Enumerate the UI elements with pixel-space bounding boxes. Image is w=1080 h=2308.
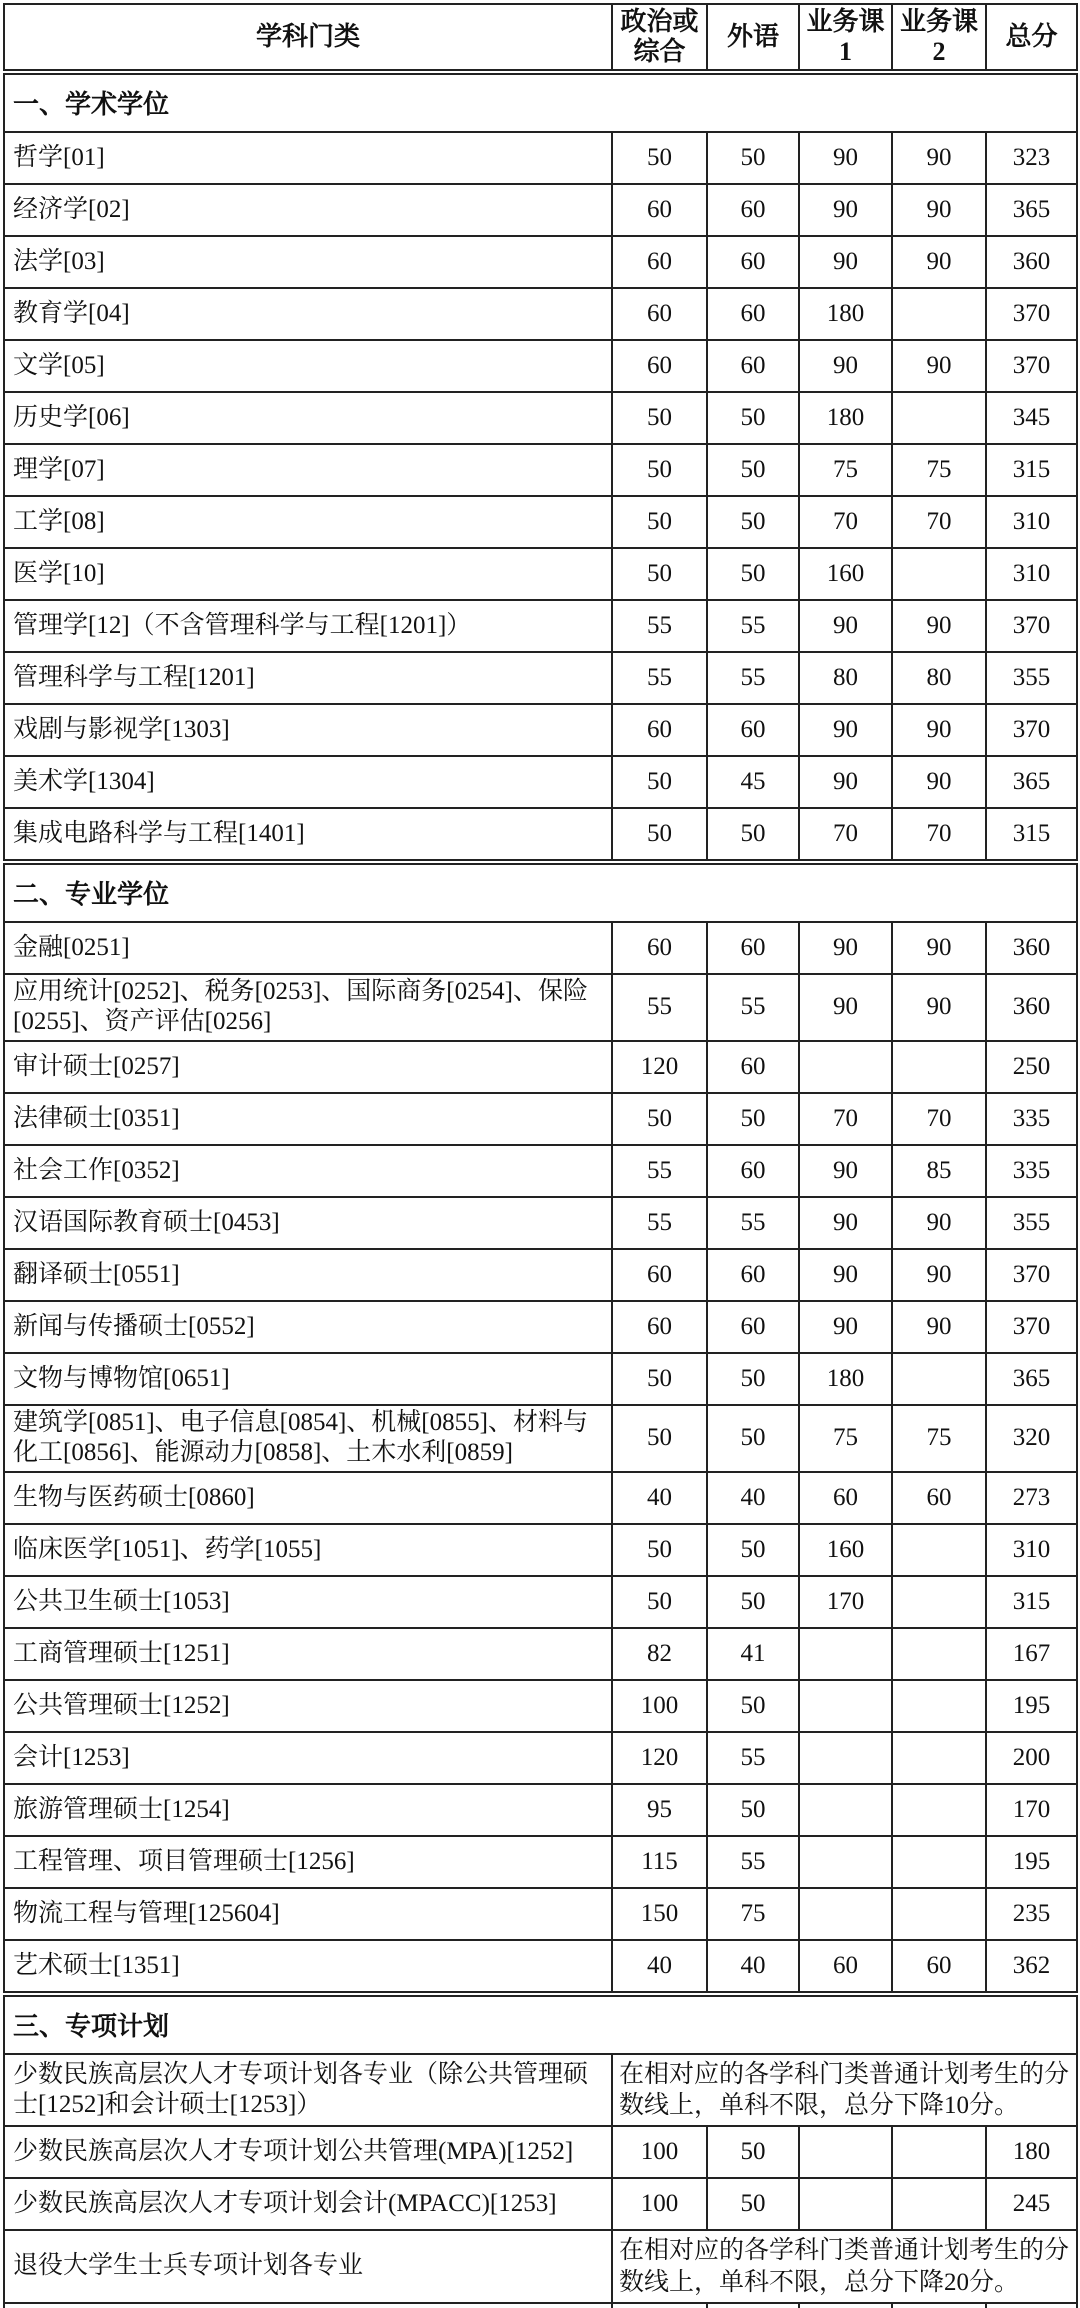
score-cell: 90 [892, 1249, 986, 1301]
score-cell: 90 [892, 922, 986, 974]
merged-note-cell: 在相对应的各学科门类普通计划考生的分数线上，单科不限，总分下降10分。 [612, 2054, 1077, 2127]
score-cell: 95 [612, 1784, 707, 1836]
section-header-row [4, 1994, 1077, 2054]
score-cell: 60 [707, 1041, 799, 1093]
score-cell: 355 [986, 1197, 1077, 1249]
score-cell: 90 [892, 704, 986, 756]
score-cell: 365 [986, 1353, 1077, 1405]
score-cell: 50 [707, 444, 799, 496]
table-row [4, 1524, 1077, 1576]
cropped-bottom-stub-cell [4, 2303, 612, 2308]
score-cell [892, 1680, 986, 1732]
score-cell: 50 [707, 808, 799, 862]
score-cell: 70 [799, 496, 892, 548]
table-row [4, 1301, 1077, 1353]
score-cell: 60 [612, 288, 707, 340]
table-row [4, 600, 1077, 652]
table-row [4, 1145, 1077, 1197]
row-label: 理学[07] [4, 444, 612, 496]
score-cell: 60 [799, 1940, 892, 1994]
table-row [4, 1197, 1077, 1249]
score-cell: 50 [707, 1405, 799, 1472]
score-cell: 55 [612, 974, 707, 1041]
score-cell: 100 [612, 2126, 707, 2178]
score-cell: 170 [799, 1576, 892, 1628]
score-cell: 55 [612, 652, 707, 704]
row-label: 退役大学生士兵专项计划各专业 [4, 2230, 612, 2303]
score-cell [799, 1628, 892, 1680]
table-row [4, 652, 1077, 704]
score-cell: 180 [799, 1353, 892, 1405]
score-cell: 90 [799, 1197, 892, 1249]
score-cell: 90 [892, 1197, 986, 1249]
score-cell: 310 [986, 496, 1077, 548]
score-cell: 50 [612, 132, 707, 184]
score-cell: 50 [612, 1524, 707, 1576]
row-label: 少数民族高层次人才专项计划各专业（除公共管理硕士[1252]和会计硕士[1253]） [4, 2054, 612, 2127]
row-label: 公共卫生硕士[1053] [4, 1576, 612, 1628]
row-label: 旅游管理硕士[1254] [4, 1784, 612, 1836]
section-header-row [4, 72, 1077, 132]
table-row [4, 548, 1077, 600]
score-cell [892, 1732, 986, 1784]
score-cell: 90 [799, 704, 892, 756]
row-label: 汉语国际教育硕士[0453] [4, 1197, 612, 1249]
score-cell: 50 [612, 756, 707, 808]
score-cell [799, 2126, 892, 2178]
score-cell: 40 [707, 1940, 799, 1994]
row-label: 金融[0251] [4, 922, 612, 974]
table-row [4, 1680, 1077, 1732]
score-cell: 60 [892, 1472, 986, 1524]
table-row [4, 1353, 1077, 1405]
score-cell [892, 1784, 986, 1836]
table-row [4, 1888, 1077, 1940]
cropped-bottom-stub-cell [707, 2303, 799, 2308]
score-cell: 60 [707, 1249, 799, 1301]
score-cell: 90 [799, 974, 892, 1041]
score-cell [799, 1888, 892, 1940]
score-cell: 55 [707, 1732, 799, 1784]
col-header-politics: 政治或综合 [612, 4, 707, 72]
score-cell: 82 [612, 1628, 707, 1680]
table-row [4, 922, 1077, 974]
score-cell: 70 [892, 808, 986, 862]
score-cell: 50 [707, 1784, 799, 1836]
score-cell: 50 [612, 548, 707, 600]
score-cell: 60 [707, 184, 799, 236]
score-cell [799, 2178, 892, 2230]
score-cell: 273 [986, 1472, 1077, 1524]
score-cell: 75 [799, 1405, 892, 1472]
cropped-bottom-stub-cell [986, 2303, 1077, 2308]
score-cell: 335 [986, 1145, 1077, 1197]
score-cell: 315 [986, 808, 1077, 862]
row-label: 法律硕士[0351] [4, 1093, 612, 1145]
table-row [4, 2126, 1077, 2178]
score-cell [892, 1524, 986, 1576]
score-cell: 40 [612, 1940, 707, 1994]
score-cell: 55 [612, 1145, 707, 1197]
row-label: 审计硕士[0257] [4, 1041, 612, 1093]
row-label: 少数民族高层次人才专项计划公共管理(MPA)[1252] [4, 2126, 612, 2178]
score-cell: 90 [799, 1301, 892, 1353]
row-label: 医学[10] [4, 548, 612, 600]
row-label: 建筑学[0851]、电子信息[0854]、机械[0855]、材料与化工[0856]、能源动力[0858]、土木水利[0859] [4, 1405, 612, 1472]
col-header-subject: 学科门类 [4, 4, 612, 72]
score-cell: 40 [707, 1472, 799, 1524]
score-cell: 60 [707, 236, 799, 288]
score-cell: 70 [799, 808, 892, 862]
score-cell: 360 [986, 236, 1077, 288]
score-cell: 60 [707, 922, 799, 974]
table-row [4, 1472, 1077, 1524]
merged-note-cell: 在相对应的各学科门类普通计划考生的分数线上，单科不限，总分下降20分。 [612, 2230, 1077, 2303]
score-cell: 90 [892, 974, 986, 1041]
score-cell: 60 [707, 288, 799, 340]
score-cell: 75 [707, 1888, 799, 1940]
score-cell: 320 [986, 1405, 1077, 1472]
score-cell: 90 [799, 600, 892, 652]
score-cell: 370 [986, 1301, 1077, 1353]
score-cell: 90 [892, 184, 986, 236]
score-cell: 55 [707, 652, 799, 704]
score-cell: 245 [986, 2178, 1077, 2230]
score-cell: 323 [986, 132, 1077, 184]
row-label: 集成电路科学与工程[1401] [4, 808, 612, 862]
score-cell: 50 [612, 1576, 707, 1628]
score-cell: 55 [707, 1836, 799, 1888]
score-cell: 90 [892, 600, 986, 652]
score-cell: 160 [799, 1524, 892, 1576]
score-cell [892, 1888, 986, 1940]
score-cell: 365 [986, 184, 1077, 236]
score-cell: 355 [986, 652, 1077, 704]
col-header-foreign-language: 外语 [707, 4, 799, 72]
score-cell: 362 [986, 1940, 1077, 1994]
table-row [4, 2230, 1077, 2303]
row-label: 翻译硕士[0551] [4, 1249, 612, 1301]
score-cell: 60 [612, 922, 707, 974]
score-cell: 70 [799, 1093, 892, 1145]
table-row [4, 2178, 1077, 2230]
score-cell: 90 [892, 756, 986, 808]
row-label: 哲学[01] [4, 132, 612, 184]
score-cell: 90 [799, 922, 892, 974]
table-row [4, 2054, 1077, 2127]
score-cell: 50 [707, 2178, 799, 2230]
row-label: 应用统计[0252]、税务[0253]、国际商务[0254]、保险[0255]、资产评估[0256] [4, 974, 612, 1041]
table-row [4, 340, 1077, 392]
score-cell: 85 [892, 1145, 986, 1197]
row-label: 戏剧与影视学[1303] [4, 704, 612, 756]
row-label: 工商管理硕士[1251] [4, 1628, 612, 1680]
score-cell: 100 [612, 2178, 707, 2230]
score-cell: 150 [612, 1888, 707, 1940]
score-cell: 167 [986, 1628, 1077, 1680]
score-cell: 310 [986, 1524, 1077, 1576]
row-label: 经济学[02] [4, 184, 612, 236]
score-cell [799, 1680, 892, 1732]
table-row [4, 808, 1077, 862]
score-cell [892, 1836, 986, 1888]
score-cell: 50 [707, 496, 799, 548]
cropped-bottom-stub-cell [612, 2303, 707, 2308]
score-cell: 250 [986, 1041, 1077, 1093]
table-row [4, 1093, 1077, 1145]
score-cell: 50 [707, 1680, 799, 1732]
score-cell: 60 [707, 1301, 799, 1353]
score-cell: 90 [799, 1249, 892, 1301]
score-cell: 200 [986, 1732, 1077, 1784]
score-cell: 360 [986, 974, 1077, 1041]
table-row [4, 236, 1077, 288]
score-cell: 180 [986, 2126, 1077, 2178]
table-row [4, 1576, 1077, 1628]
score-cell: 90 [892, 1301, 986, 1353]
score-cell [892, 1576, 986, 1628]
score-cell: 370 [986, 704, 1077, 756]
score-cell: 60 [707, 340, 799, 392]
score-cell: 50 [612, 808, 707, 862]
row-label: 管理学[12]（不含管理科学与工程[1201]） [4, 600, 612, 652]
score-cell: 75 [892, 444, 986, 496]
table-row [4, 704, 1077, 756]
row-label: 教育学[04] [4, 288, 612, 340]
col-header-course1: 业务课1 [799, 4, 892, 72]
score-cell: 55 [707, 974, 799, 1041]
score-cell [892, 1628, 986, 1680]
col-header-course2: 业务课2 [892, 4, 986, 72]
score-cell: 75 [799, 444, 892, 496]
score-cell: 90 [799, 340, 892, 392]
score-cell: 345 [986, 392, 1077, 444]
score-cell: 120 [612, 1041, 707, 1093]
score-cell: 90 [892, 132, 986, 184]
row-label: 文学[05] [4, 340, 612, 392]
table-row [4, 184, 1077, 236]
row-label: 文物与博物馆[0651] [4, 1353, 612, 1405]
score-cell: 40 [612, 1472, 707, 1524]
score-cell: 60 [612, 236, 707, 288]
score-cell: 55 [612, 1197, 707, 1249]
score-cell: 55 [707, 600, 799, 652]
score-cell: 50 [612, 496, 707, 548]
score-cell: 50 [707, 1093, 799, 1145]
score-cell [799, 1732, 892, 1784]
score-cell: 60 [892, 1940, 986, 1994]
score-cell: 60 [799, 1472, 892, 1524]
section-title: 二、专业学位 [4, 862, 1077, 922]
score-cell: 360 [986, 922, 1077, 974]
score-cell: 90 [892, 236, 986, 288]
table-row [4, 1732, 1077, 1784]
score-cell: 50 [707, 2126, 799, 2178]
row-label: 社会工作[0352] [4, 1145, 612, 1197]
score-cell [892, 288, 986, 340]
table-row [4, 756, 1077, 808]
score-cell: 60 [612, 704, 707, 756]
section-title: 一、学术学位 [4, 72, 1077, 132]
table-row [4, 392, 1077, 444]
score-cell: 115 [612, 1836, 707, 1888]
score-cell: 180 [799, 288, 892, 340]
cropped-bottom-stub-cell [892, 2303, 986, 2308]
table-row [4, 1249, 1077, 1301]
score-cell: 55 [707, 1197, 799, 1249]
row-label: 美术学[1304] [4, 756, 612, 808]
score-cell [799, 1041, 892, 1093]
score-cell: 100 [612, 1680, 707, 1732]
score-cell: 235 [986, 1888, 1077, 1940]
score-cell: 50 [612, 444, 707, 496]
row-label: 公共管理硕士[1252] [4, 1680, 612, 1732]
score-table [3, 3, 1078, 2308]
score-cell: 50 [707, 1524, 799, 1576]
cropped-bottom-stub-cell [799, 2303, 892, 2308]
score-cell: 45 [707, 756, 799, 808]
score-cell: 50 [707, 548, 799, 600]
score-cell: 50 [612, 1093, 707, 1145]
score-cell: 120 [612, 1732, 707, 1784]
table-row [4, 1628, 1077, 1680]
score-cell: 50 [707, 132, 799, 184]
row-label: 会计[1253] [4, 1732, 612, 1784]
score-cell: 315 [986, 1576, 1077, 1628]
table-row [4, 1041, 1077, 1093]
row-label: 历史学[06] [4, 392, 612, 444]
score-cell: 90 [799, 756, 892, 808]
score-cell: 80 [892, 652, 986, 704]
score-cell: 90 [799, 184, 892, 236]
col-header-total: 总分 [986, 4, 1077, 72]
score-cell: 50 [707, 1576, 799, 1628]
row-label: 临床医学[1051]、药学[1055] [4, 1524, 612, 1576]
score-cell: 310 [986, 548, 1077, 600]
score-cell: 60 [612, 1301, 707, 1353]
score-cell [892, 392, 986, 444]
score-cell [799, 1784, 892, 1836]
score-cell: 50 [707, 392, 799, 444]
table-row [4, 1940, 1077, 1994]
score-cell: 60 [612, 340, 707, 392]
table-row [4, 1836, 1077, 1888]
table-row [4, 496, 1077, 548]
row-label: 少数民族高层次人才专项计划会计(MPACC)[1253] [4, 2178, 612, 2230]
score-cell: 170 [986, 1784, 1077, 1836]
score-cell: 90 [799, 132, 892, 184]
header-row [4, 4, 1077, 72]
score-cell: 370 [986, 288, 1077, 340]
row-label: 法学[03] [4, 236, 612, 288]
score-cell: 370 [986, 600, 1077, 652]
score-cell: 60 [707, 1145, 799, 1197]
score-cell: 370 [986, 340, 1077, 392]
score-cell: 60 [612, 1249, 707, 1301]
score-cell [892, 548, 986, 600]
section-header-row [4, 862, 1077, 922]
row-label: 艺术硕士[1351] [4, 1940, 612, 1994]
score-cell: 75 [892, 1405, 986, 1472]
score-cell: 60 [707, 704, 799, 756]
score-cell: 370 [986, 1249, 1077, 1301]
row-label: 生物与医药硕士[0860] [4, 1472, 612, 1524]
row-label: 工程管理、项目管理硕士[1256] [4, 1836, 612, 1888]
row-label: 新闻与传播硕士[0552] [4, 1301, 612, 1353]
score-cell: 315 [986, 444, 1077, 496]
score-cell: 195 [986, 1836, 1077, 1888]
score-cell [892, 1041, 986, 1093]
score-cell: 70 [892, 496, 986, 548]
score-cell: 50 [707, 1353, 799, 1405]
score-cell [799, 1836, 892, 1888]
score-cell [892, 2126, 986, 2178]
score-cell: 60 [612, 184, 707, 236]
score-cell: 70 [892, 1093, 986, 1145]
score-cell: 90 [892, 340, 986, 392]
table-row [4, 1405, 1077, 1472]
score-cell: 365 [986, 756, 1077, 808]
score-cell: 180 [799, 392, 892, 444]
score-cell: 55 [612, 600, 707, 652]
section-title: 三、专项计划 [4, 1994, 1077, 2054]
table-row [4, 974, 1077, 1041]
table-row [4, 288, 1077, 340]
score-cell [892, 2178, 986, 2230]
score-cell: 195 [986, 1680, 1077, 1732]
score-cell: 50 [612, 1405, 707, 1472]
table-row [4, 444, 1077, 496]
row-label: 工学[08] [4, 496, 612, 548]
table-row [4, 1784, 1077, 1836]
score-cell: 50 [612, 1353, 707, 1405]
score-cell: 41 [707, 1628, 799, 1680]
row-label: 管理科学与工程[1201] [4, 652, 612, 704]
score-cell: 335 [986, 1093, 1077, 1145]
score-cell: 50 [612, 392, 707, 444]
score-cell [892, 1353, 986, 1405]
score-cell: 80 [799, 652, 892, 704]
score-cell: 160 [799, 548, 892, 600]
table-row [4, 132, 1077, 184]
score-cell: 90 [799, 1145, 892, 1197]
score-cell: 90 [799, 236, 892, 288]
row-label: 物流工程与管理[125604] [4, 1888, 612, 1940]
cropped-bottom-stub-row [4, 2303, 1077, 2308]
